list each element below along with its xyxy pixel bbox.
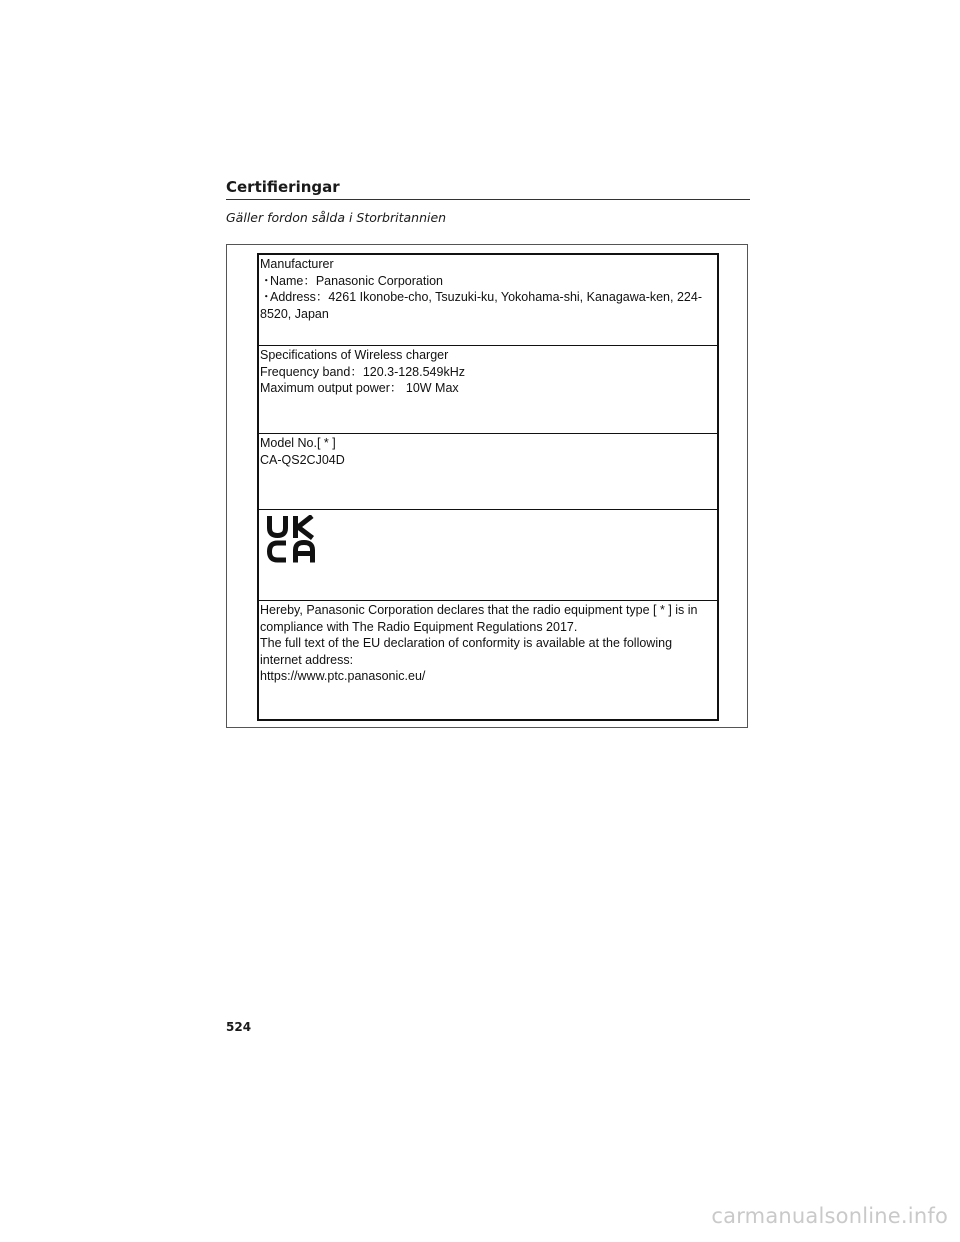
model-heading: Model No.[ * ] bbox=[260, 436, 336, 450]
page-number: 524 bbox=[226, 1020, 252, 1034]
ukca-mark-icon bbox=[266, 515, 316, 563]
page-title: Certifieringar bbox=[226, 178, 340, 196]
declaration-cell bbox=[259, 600, 717, 719]
model-number: CA-QS2CJ04D bbox=[260, 452, 345, 467]
max-output-power: Maximum output power： 10W Max bbox=[260, 381, 459, 395]
manufacturer-name: ・Name：Panasonic Corporation bbox=[260, 273, 444, 288]
certification-table bbox=[257, 253, 719, 721]
manufacturer-address: ・Address：4261 Ikonobe-cho, Tsuzuki-ku, Yokohama-shi, Kanagawa-ken, 224- bbox=[260, 290, 702, 304]
bullet-icon: ・ bbox=[260, 290, 273, 304]
specifications-heading: Specifications of Wireless charger bbox=[260, 348, 449, 362]
model-cell bbox=[259, 433, 717, 509]
declaration-text: compliance with The Radio Equipment Regulations 2017. bbox=[260, 619, 578, 634]
declaration-text: Hereby, Panasonic Corporation declares that the radio equipment type [ * ] is in bbox=[260, 603, 698, 617]
declaration-text: internet address: bbox=[260, 652, 354, 667]
declaration-text: The full text of the EU declaration of conformity is available at the following bbox=[260, 636, 673, 650]
declaration-url: https://www.ptc.panasonic.eu/ bbox=[260, 669, 426, 683]
header-divider bbox=[226, 199, 750, 200]
specifications-cell bbox=[259, 345, 717, 433]
manufacturer-address-continued: 8520, Japan bbox=[260, 306, 329, 321]
manufacturer-heading: Manufacturer bbox=[260, 257, 334, 271]
bullet-icon: ・ bbox=[260, 273, 273, 288]
frequency-band: Frequency band：120.3-128.549kHz bbox=[260, 364, 465, 379]
manufacturer-cell bbox=[259, 255, 717, 345]
watermark: carmanualsonline.info bbox=[711, 1204, 948, 1228]
page-subtitle: Gäller fordon sålda i Storbritannien bbox=[226, 210, 447, 225]
ukca-cell bbox=[259, 509, 717, 600]
